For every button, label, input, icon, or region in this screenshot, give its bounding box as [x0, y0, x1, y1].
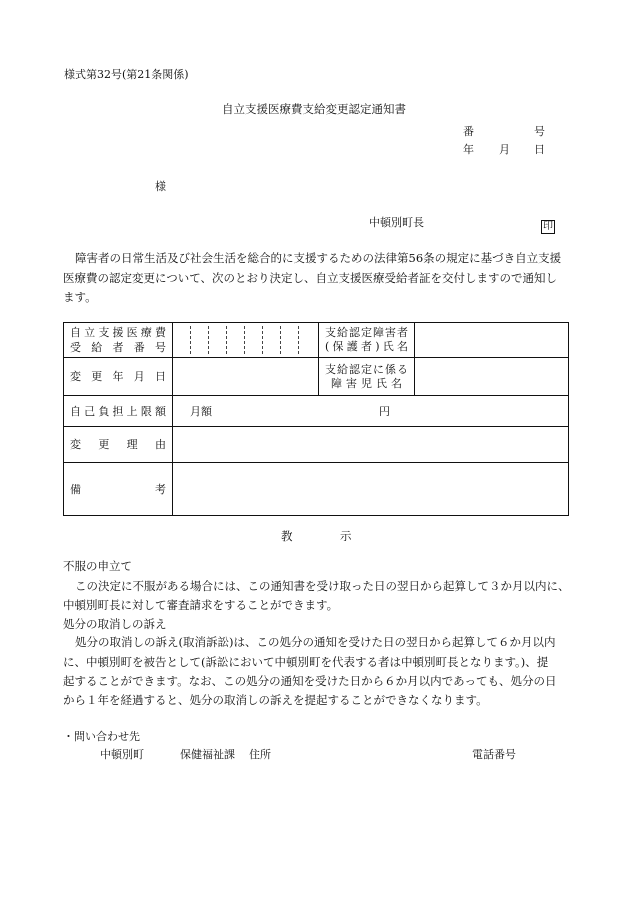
objection-line-1: この決定に不服がある場合には、この通知書を受け取った日の翌日から起算して３か月以内に、 — [75, 579, 570, 593]
contact-address-label: 住所 — [249, 748, 271, 761]
digit-box[interactable] — [262, 326, 280, 354]
change-date-label: 変更年月日 — [70, 370, 166, 383]
contact-town: 中頓別町 — [100, 748, 144, 761]
change-date-label-cell — [64, 358, 173, 396]
copay-limit-field[interactable] — [173, 396, 569, 427]
recipient-number-label-line2: 受給者番号 — [70, 341, 166, 354]
form-number: 様式第32号(第21条関係) — [64, 68, 189, 81]
revocation-title: 処分の取消しの訴え — [63, 617, 167, 631]
yen-unit-label: 円 — [379, 405, 390, 418]
number-label-1: 番 — [463, 125, 474, 138]
child-name-field[interactable] — [415, 358, 569, 396]
notification-form-table — [63, 322, 569, 516]
document-title: 自立支援医療費支給変更認定通知書 — [222, 102, 406, 116]
child-name-label-cell — [319, 358, 415, 396]
seal-stamp — [541, 214, 555, 234]
intro-line-3: ます。 — [63, 290, 97, 304]
notice-heading-1: 教 — [281, 529, 293, 543]
remarks-label-1: 備 — [70, 483, 81, 496]
recipient-number-label-line1: 自立支援医療費 — [70, 326, 166, 339]
date-month-label: 月 — [499, 143, 510, 156]
digit-box[interactable] — [208, 326, 226, 354]
row-copay-limit — [64, 396, 569, 427]
digit-box[interactable] — [173, 326, 190, 354]
number-label-2: 号 — [534, 125, 545, 138]
issuer-name: 中頓別町長 — [369, 216, 424, 229]
certified-person-name-field[interactable] — [415, 323, 569, 358]
notice-heading-2: 示 — [340, 529, 352, 543]
date-day-label: 日 — [534, 143, 545, 156]
recipient-number-digit-boxes — [173, 326, 299, 354]
revocation-line-3: 起することができます。なお、この処分の通知を受けた日から６か月以内であっても、処分の日 — [63, 674, 557, 688]
intro-line-1: 障害者の日常生活及び社会生活を総合的に支援するための法律第56条の規定に基づき自立支援 — [75, 251, 562, 265]
contact-phone-label: 電話番号 — [472, 748, 516, 761]
recipient-number-label-cell — [64, 323, 173, 358]
change-reason-label: 変更理由 — [70, 438, 166, 451]
revocation-line-1: 処分の取消しの訴え(取消訴訟)は、この処分の通知を受けた日の翌日から起算して６か月以内 — [75, 635, 556, 649]
remarks-label — [64, 481, 172, 497]
change-reason-field[interactable] — [173, 427, 569, 463]
contact-department: 保健福祉課 — [180, 748, 235, 761]
row-remarks — [64, 463, 569, 516]
certified-person-label-line2: (保護者)氏名 — [325, 340, 408, 353]
remarks-field[interactable] — [173, 463, 569, 516]
seal-mark: 印 — [543, 221, 553, 232]
row-change-date — [64, 358, 569, 396]
certified-person-label-cell — [319, 323, 415, 358]
remarks-label-cell — [64, 463, 173, 516]
digit-box[interactable] — [226, 326, 244, 354]
digit-box[interactable] — [280, 326, 299, 354]
revocation-line-4: から１年を経過すると、処分の取消しの訴えを提起することができなくなります。 — [63, 693, 488, 707]
intro-line-2: 医療費の認定変更について、次のとおり決定し、自立支援医療受給者証を交付しますので通知し — [63, 271, 558, 285]
change-reason-label-cell — [64, 427, 173, 463]
monthly-amount-label: 月額 — [190, 405, 212, 418]
digit-box[interactable] — [244, 326, 262, 354]
remarks-label-2: 考 — [155, 483, 166, 496]
copay-limit-label-cell — [64, 396, 173, 427]
row-recipient-number — [64, 323, 569, 358]
digit-box[interactable] — [190, 326, 208, 354]
change-date-field[interactable] — [173, 358, 319, 396]
objection-line-2: 中頓別町長に対して審査請求をすることができます。 — [63, 598, 339, 612]
child-name-label-line2: 障害児氏名 — [331, 376, 402, 390]
objection-title: 不服の申立て — [63, 559, 132, 573]
recipient-suffix: 様 — [155, 180, 166, 193]
contact-title: ・問い合わせ先 — [63, 730, 140, 743]
recipient-number-field[interactable] — [173, 323, 319, 358]
date-year-label: 年 — [463, 143, 474, 156]
child-name-label-line1: 支給認定に係る — [325, 362, 408, 376]
certified-person-label-line1: 支給認定障害者 — [325, 326, 408, 339]
copay-limit-label: 自己負担上限額 — [70, 404, 166, 418]
row-change-reason — [64, 427, 569, 463]
revocation-line-2: に、中頓別町を被告として(訴訟において中頓別町を代表する者は中頓別町長となります。)、提 — [63, 655, 549, 669]
